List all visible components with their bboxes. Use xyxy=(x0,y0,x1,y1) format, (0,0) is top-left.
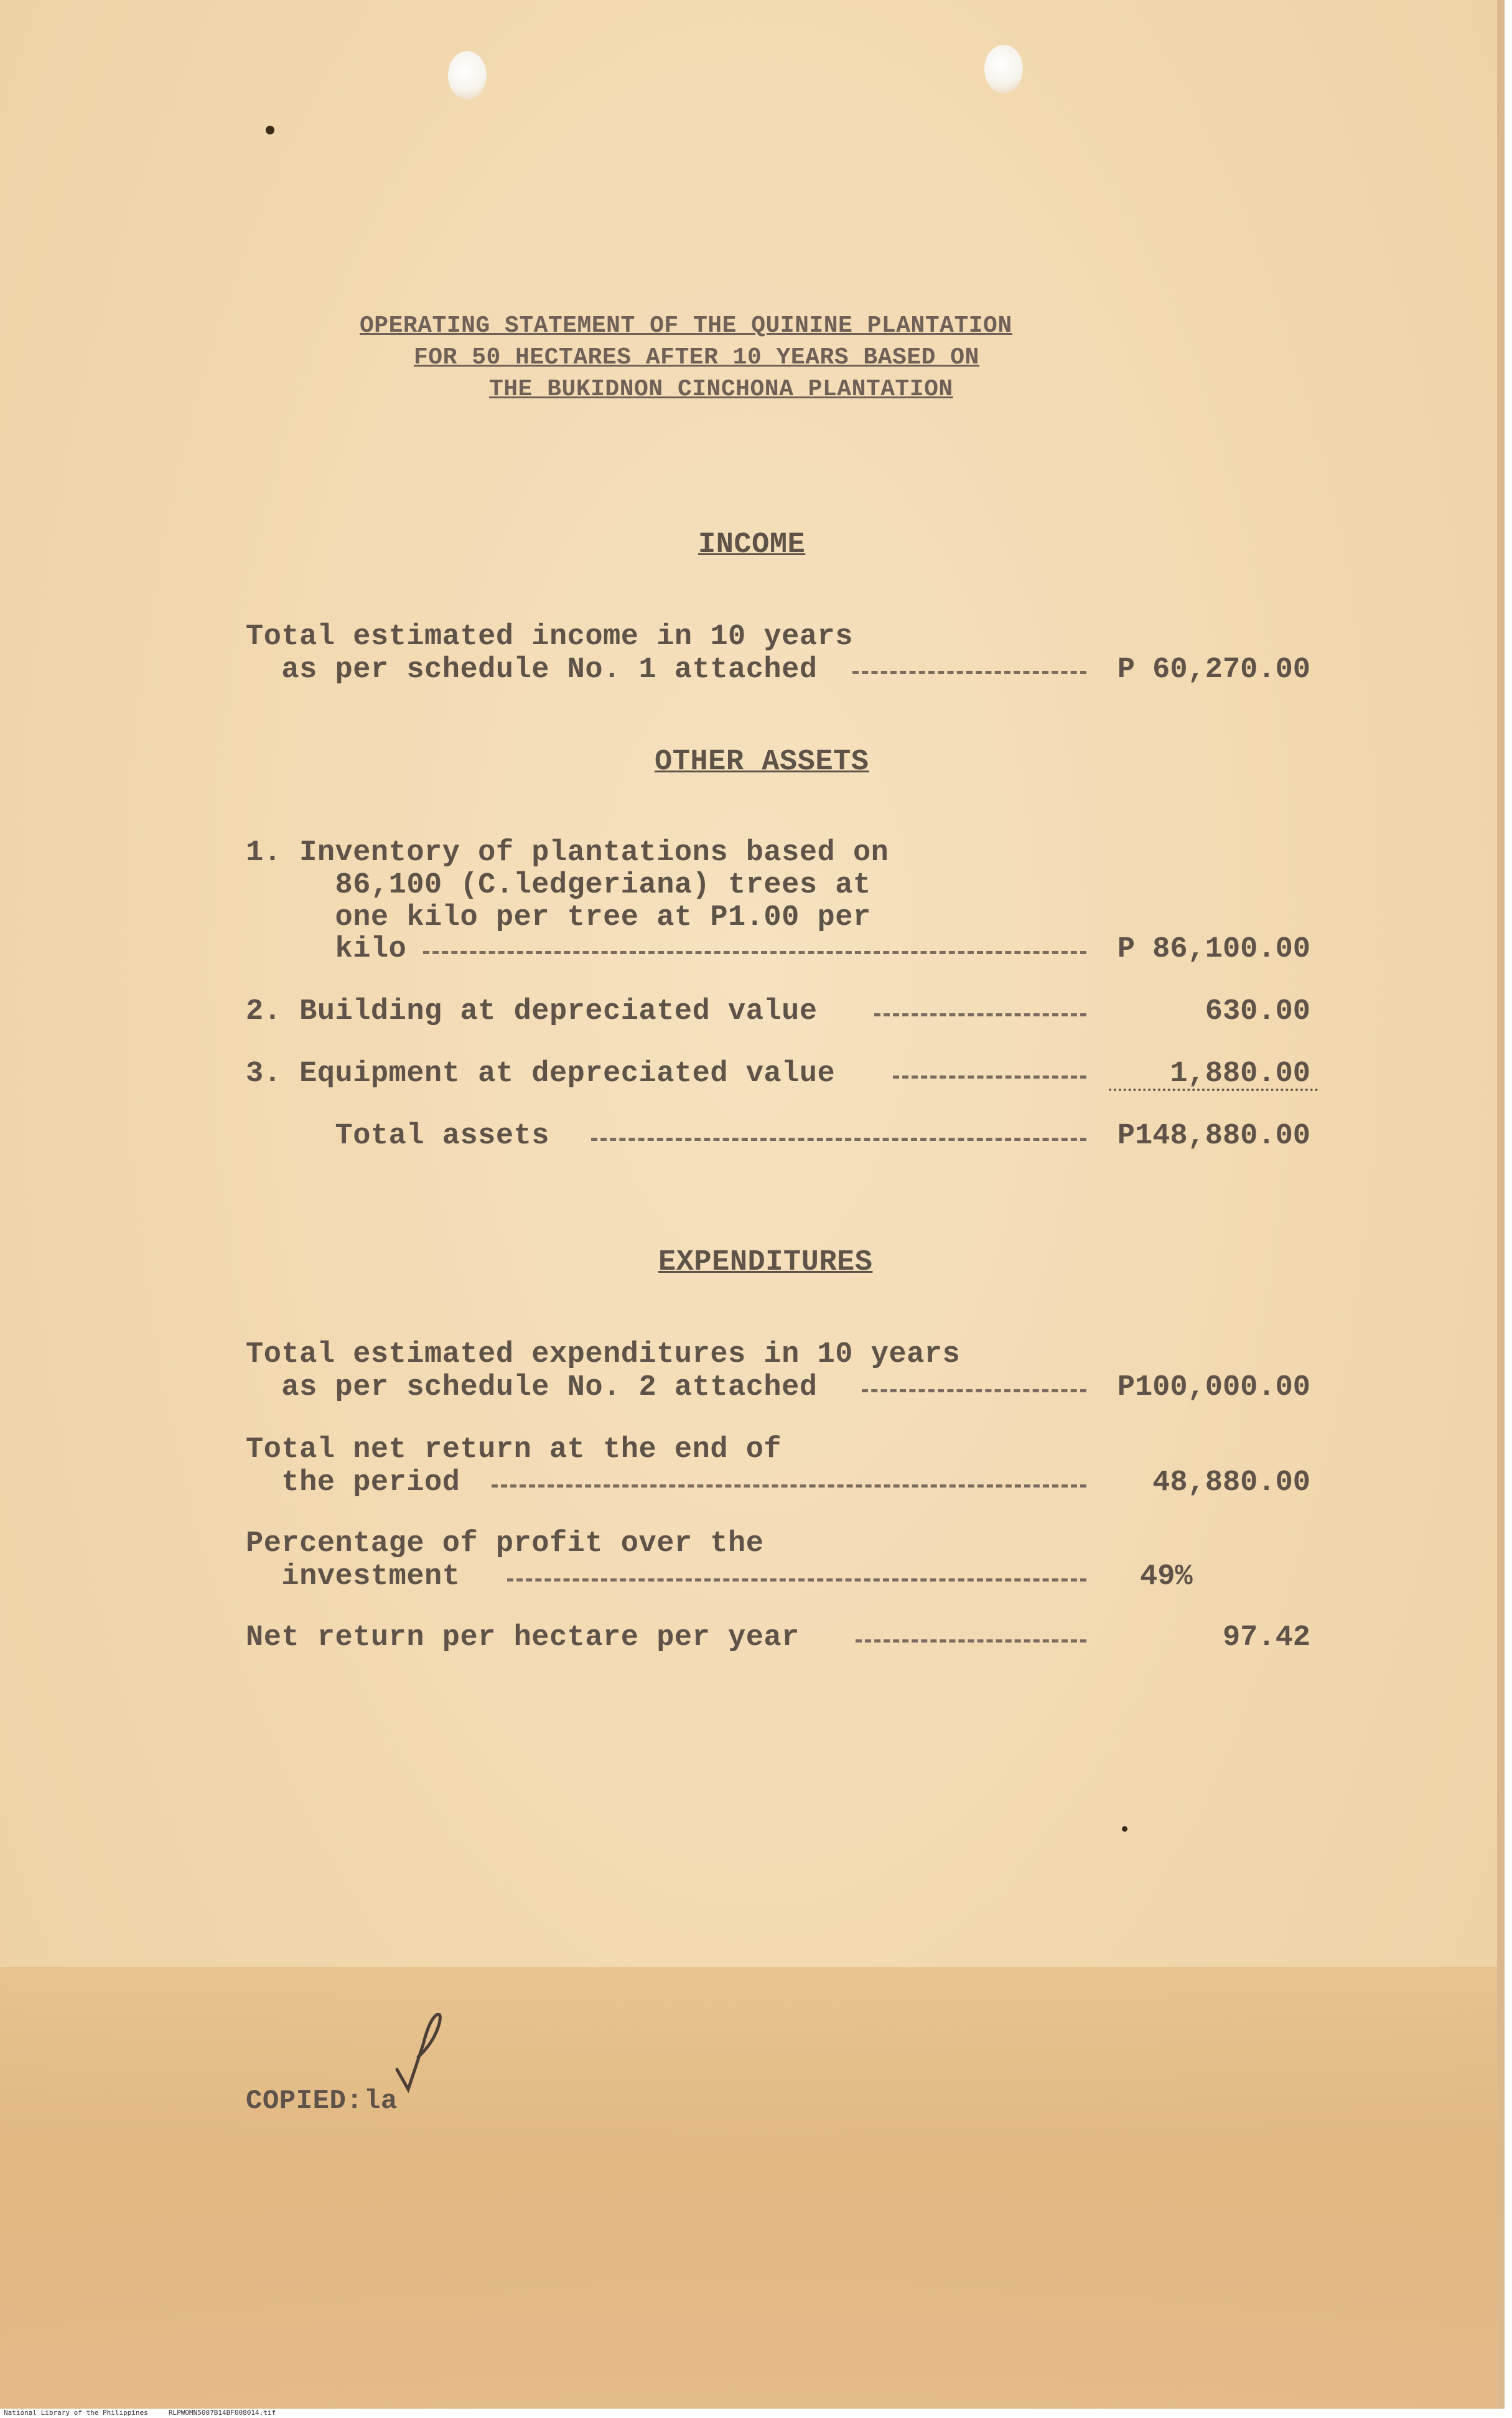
sum-rule xyxy=(1109,1089,1318,1091)
income-line-1: Total estimated income in 10 years xyxy=(246,621,853,654)
profit-pct-line-2: investment xyxy=(246,1560,460,1593)
asset-1-line-4: kilo xyxy=(246,933,407,966)
archive-caption: National Library of the Philippines RLPWOMN5007B14BF008014.tif xyxy=(4,2409,276,2417)
asset-3-label: 3. Equipment at depreciated value xyxy=(246,1057,836,1090)
expenditures-line-2: as per schedule No. 2 attached xyxy=(246,1371,818,1404)
copied-initials: la xyxy=(364,2086,398,2117)
title-line-1: OPERATING STATEMENT OF THE QUININE PLANTATION xyxy=(360,312,1012,339)
profit-pct-line-1: Percentage of profit over the xyxy=(246,1527,764,1560)
other-assets-heading: OTHER ASSETS xyxy=(655,746,869,779)
net-return-line-2: the period xyxy=(246,1466,460,1499)
paper-edge xyxy=(1497,0,1505,2409)
asset-2-label: 2. Building at depreciated value xyxy=(246,995,818,1028)
profit-pct-amount: 49% xyxy=(1140,1560,1193,1593)
copied-label: COPIED: xyxy=(246,2086,363,2117)
asset-1-line-2: 86,100 (C.ledgeriana) trees at xyxy=(246,869,871,902)
asset-3-amount: 1,880.00 xyxy=(1170,1057,1310,1090)
ink-speck xyxy=(1122,1826,1127,1832)
title-line-2: FOR 50 HECTARES AFTER 10 YEARS BASED ON xyxy=(414,344,979,371)
title-line-3: THE BUKIDNON CINCHONA PLANTATION xyxy=(489,376,953,403)
leader-dashes xyxy=(852,671,1086,674)
leader-dashes xyxy=(492,1484,1086,1488)
expenditures-heading: EXPENDITURES xyxy=(658,1246,873,1279)
net-return-line-1: Total net return at the end of xyxy=(246,1433,782,1466)
total-assets-amount: P148,880.00 xyxy=(1117,1120,1310,1153)
income-heading: INCOME xyxy=(698,528,806,561)
per-hectare-amount: 97.42 xyxy=(1222,1621,1310,1654)
expenditures-line-1: Total estimated expenditures in 10 years xyxy=(246,1338,961,1371)
leader-dashes xyxy=(874,1013,1086,1016)
income-amount: P 60,270.00 xyxy=(1117,654,1310,687)
expenditures-amount: P100,000.00 xyxy=(1117,1371,1310,1404)
total-assets-label: Total assets xyxy=(246,1120,549,1153)
leader-dashes xyxy=(862,1389,1086,1392)
net-return-amount: 48,880.00 xyxy=(1152,1466,1310,1499)
ink-speck xyxy=(266,126,274,134)
leader-dashes xyxy=(507,1578,1086,1582)
punch-hole-left xyxy=(448,51,487,100)
leader-dashes xyxy=(423,951,1086,954)
asset-2-amount: 630.00 xyxy=(1205,995,1310,1028)
per-hectare-label: Net return per hectare per year xyxy=(246,1621,800,1654)
income-line-2: as per schedule No. 1 attached xyxy=(246,654,818,687)
leader-dashes xyxy=(591,1138,1086,1141)
asset-1-line-3: one kilo per tree at P1.00 per xyxy=(246,901,871,934)
asset-1-amount: P 86,100.00 xyxy=(1117,933,1310,966)
punch-hole-right xyxy=(984,45,1023,93)
handwritten-check-mark xyxy=(391,2007,459,2094)
asset-1-line-1: 1. Inventory of plantations based on xyxy=(246,836,889,869)
leader-dashes xyxy=(856,1639,1086,1642)
paper-stain xyxy=(0,1967,1505,2409)
leader-dashes xyxy=(893,1075,1086,1079)
